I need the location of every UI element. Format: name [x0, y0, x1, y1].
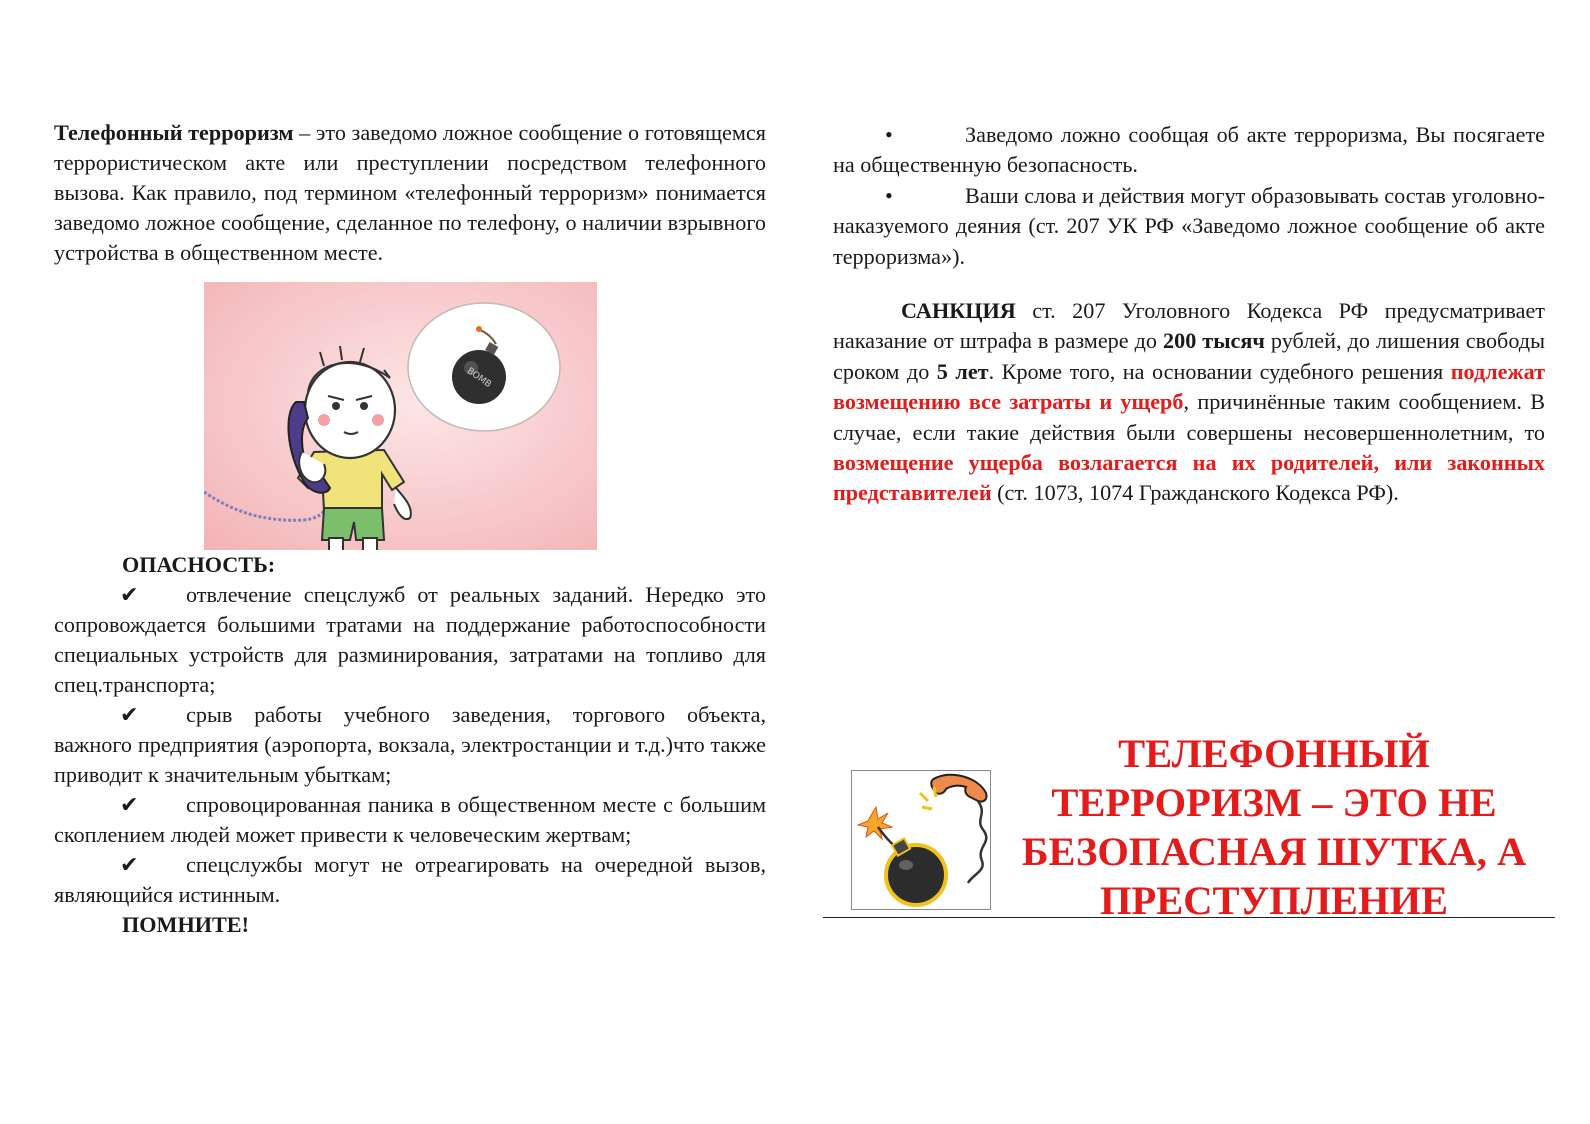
poster-title: ТЕЛЕФОННЫЙ ТЕРРОРИЗМ – ЭТО НЕ БЕЗОПАСНАЯ ШУТКА, А ПРЕСТУПЛЕНИЕ	[1021, 731, 1527, 923]
danger-item-text: спецслужбы могут не отреагировать на очередной вызов, являющийся истинным.	[54, 852, 766, 907]
check-icon: ✔	[120, 852, 139, 877]
bomb-phone-picture	[851, 770, 991, 910]
bullet-item-text: Заведомо ложно сообщая об акте терроризма, Вы посягаете на общественную безопасность.	[833, 122, 1545, 178]
left-column	[54, 118, 766, 940]
sanction-text: рублей, до лишения свободы сроком до	[833, 328, 1545, 384]
bullet-item	[833, 120, 1545, 181]
bullet-icon: •	[885, 122, 893, 147]
sanction-text: (ст. 1073, 1074 Гражданского Кодекса РФ).	[991, 480, 1399, 506]
danger-item-text: отвлечение спецслужб от реальных заданий. Нередко это сопровождается большими тратами на поддержание работоспособности специальных устройств для разминирования, затратами на топливо для спец.транспорта;	[54, 582, 766, 697]
sanction-label: САНКЦИЯ	[901, 298, 1016, 324]
intro-term: Телефонный терроризм	[54, 120, 294, 145]
danger-item	[54, 700, 766, 790]
sanction-term: 5 лет	[936, 358, 989, 384]
check-icon: ✔	[120, 792, 139, 817]
sanction-parents: возмещение ущерба возлагается на их родителей, или законных представителей	[833, 450, 1545, 506]
check-icon: ✔	[120, 582, 139, 607]
danger-heading: ОПАСНОСТЬ:	[122, 552, 276, 577]
sanction-text: . Кроме того, на основании судебного решения	[988, 358, 1451, 384]
bullet-item	[833, 181, 1545, 272]
right-column	[833, 120, 1545, 509]
bomb-phone-icon	[852, 771, 990, 909]
remember-heading: ПОМНИТЕ!	[122, 912, 249, 937]
sanction-paragraph	[833, 296, 1545, 509]
danger-item	[54, 790, 766, 850]
danger-item-text: срыв работы учебного заведения, торгового объекта, важного предприятия (аэропорта, вокзала, электростанции и т.д.)что также приводит к значительным убыткам;	[54, 702, 766, 787]
sanction-fine: 200 тысяч	[1163, 328, 1265, 354]
danger-item	[54, 580, 766, 700]
danger-item-text: спровоцированная паника в общественном месте с большим скоплением людей может привести к человеческим жертвам;	[54, 792, 766, 847]
bomb-label: BOMB	[464, 366, 493, 390]
intro-definition: – это заведомо ложное сообщение о готовящемся террористическом акте или преступлении посредством телефонного вызова. Как правило, под термином «телефонный терроризм» понимается заведомо ложное сообщение, сделанное по телефону, о наличии взрывного устройства в общественном месте.	[54, 120, 766, 265]
check-icon: ✔	[120, 702, 139, 727]
bullet-icon: •	[885, 182, 893, 208]
sanction-text: ст. 207 Уголовного Кодекса РФ предусматривает наказание от штрафа в размере до	[833, 298, 1545, 354]
danger-item	[54, 850, 766, 910]
intro-paragraph	[54, 118, 766, 268]
bullet-item-text: Ваши слова и действия могут образовывать состав уголовно-наказуемого деяния (ст. 207 УК РФ «Заведомо ложное сообщение об акте терроризма»).	[833, 182, 1545, 269]
sanction-text: , причинённые таким сообщением. В случае, если такие действия были совершены несовершеннолетним, то	[833, 389, 1545, 445]
sanction-compensation: подлежат возмещению все затраты и ущерб	[833, 358, 1545, 415]
boy-with-phone-illustration	[204, 282, 597, 550]
divider-line	[823, 917, 1555, 918]
